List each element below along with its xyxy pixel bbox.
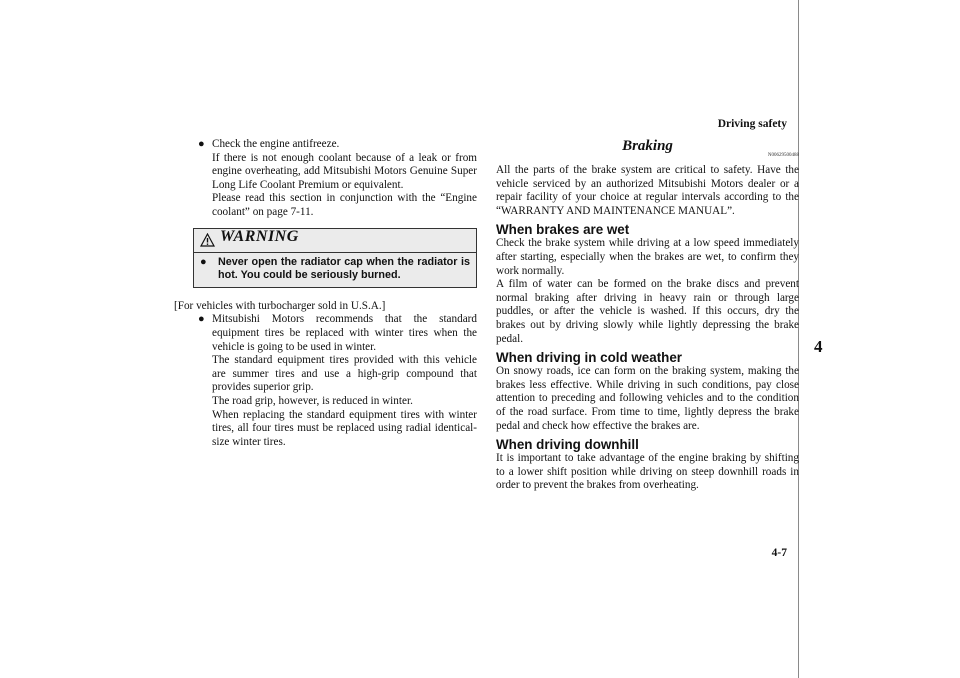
- warning-text: Never open the radiator cap when the radiator is hot. You could be seriously burned.: [218, 255, 470, 282]
- section-tab-number: 4: [814, 337, 823, 356]
- warning-triangle-icon: [200, 233, 215, 247]
- paragraph: It is important to take advantage of the engine braking by shifting to a lower shift position while driving on steep downhill roads in order to prevent the brakes from overheating.: [496, 452, 799, 492]
- bullet-dot-icon: ●: [198, 313, 205, 326]
- section-ref-code: N00629500488: [767, 153, 799, 158]
- bullet-line: The road grip, however, is reduced in winter.: [212, 394, 413, 407]
- bullet-line: The standard equipment tires provided with this vehicle are summer tires and use a high-grip compound that provides superior grip.: [212, 354, 477, 394]
- subheading-cold: When driving in cold weather: [496, 350, 682, 366]
- bullet-line: Mitsubishi Motors recommends that the standard equipment tires be replaced with winter tires when the vehicle is going to be used in winter.: [212, 313, 477, 353]
- left-column: [174, 138, 477, 449]
- winter-tires-bullet: [174, 313, 477, 449]
- warning-body: [194, 252, 476, 287]
- bullet-dot-icon: ●: [200, 255, 207, 268]
- running-header: Driving safety: [717, 118, 787, 130]
- right-column: [496, 138, 799, 493]
- bullet-dot-icon: ●: [198, 138, 205, 150]
- antifreeze-bullet: [174, 138, 477, 220]
- page-number: 4-7: [771, 547, 787, 559]
- paragraph: On snowy roads, ice can form on the braking system, making the brakes less effective. While driving in such conditions, pay close attention to preceding and following vehicles and to the condition of the road surface. From time to time, lightly depress the brake pedal and check how effective the brakes are.: [496, 365, 799, 432]
- braking-intro: All the parts of the brake system are critical to safety. Have the vehicle serviced by an authorized Mitsubishi Motors dealer or a repair facility of your choice at regular intervals according to the “WARRANTY AND MAINTENANCE MANUAL”.: [496, 164, 799, 217]
- warning-title: WARNING: [220, 227, 299, 245]
- warning-header: [194, 229, 476, 252]
- bullet-line: Check the engine antifreeze.: [212, 138, 340, 150]
- spacer: [174, 288, 477, 300]
- bullet-line: If there is not enough coolant because of a leak or from engine overheating, add Mitsubishi Motors Genuine Super Long Life Coolant Premium or equivalent.: [212, 151, 477, 191]
- bullet-line: When replacing the standard equipment tires with winter tires, all four tires must be replaced using radial identical-size winter tires.: [212, 408, 477, 448]
- section-title: [496, 138, 799, 158]
- warning-box: [193, 228, 477, 288]
- subheading-wet: When brakes are wet: [496, 222, 630, 238]
- subheading-downhill: When driving downhill: [496, 437, 639, 453]
- bullet-line: Please read this section in conjunction with the “Engine coolant” on page 7-11.: [212, 192, 477, 218]
- paragraph: A film of water can be formed on the brake discs and prevent normal braking after driving in heavy rain or through large puddles, or after the vehicle is washed. If this occurs, dry the brakes out by driving slowly while lightly depressing the brake pedal.: [496, 278, 799, 345]
- section-title-text: Braking: [622, 138, 673, 154]
- turbo-note: [For vehicles with turbocharger sold in U.S.A.]: [174, 299, 386, 312]
- paragraph: Check the brake system while driving at a low speed immediately after starting, especially when the brakes are wet, to confirm they work normally.: [496, 237, 799, 277]
